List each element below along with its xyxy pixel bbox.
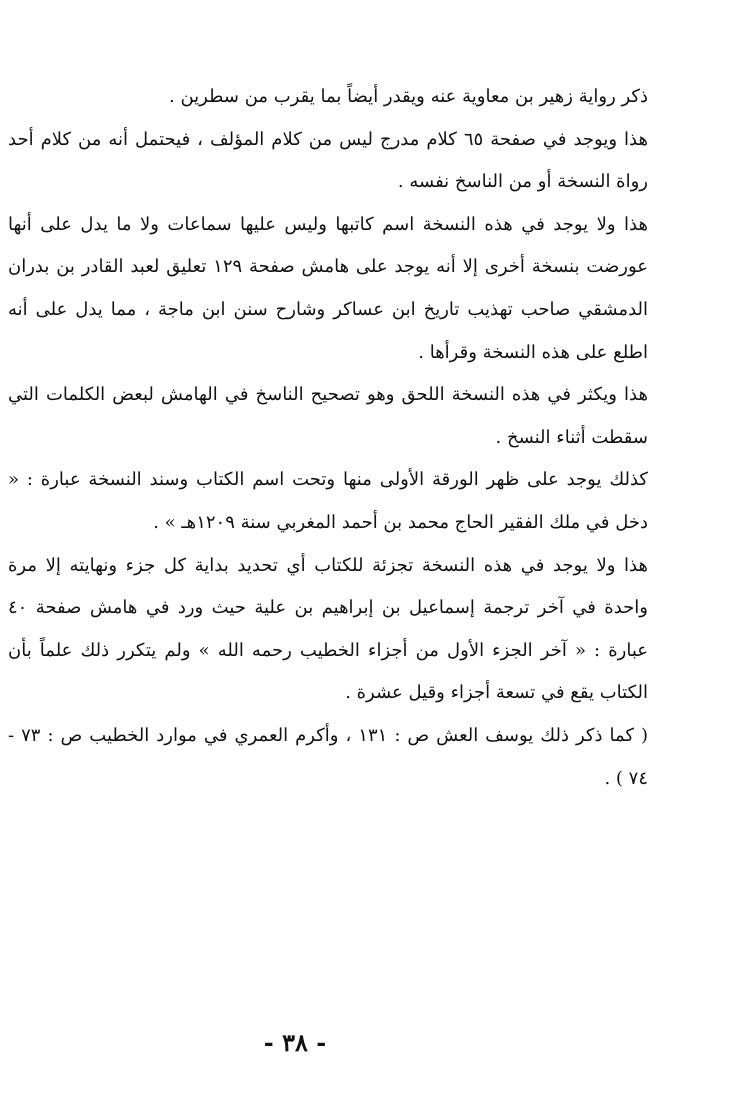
paragraph-3: هذا ولا يوجد في هذه النسخة اسم كاتبها وليس عليها سماعات ولا ما يدل على أنها عورضت بنسخة أخرى إلا أنه يوجد على هامش صفحة ١٢٩ تعليق لعبد القادر بن بدران الدمشقي صاحب تهذيب تاريخ ابن عساكر وشارح سنن ابن ماجة ، مما يدل على أنه اطلع على هذه النسخة وقرأها . — [8, 213, 649, 363]
body-text — [8, 76, 648, 800]
page-number: - ٣٨ - — [263, 1028, 327, 1057]
paragraph-7: ( كما ذكر ذلك يوسف العش ص : ١٣١ ، وأكرم العمري في موارد الخطيب ص : ٧٣ - ٧٤ ) . — [8, 724, 648, 789]
paragraph-2: هذا ويوجد في صفحة ٦٥ كلام مدرج ليس من كلام المؤلف ، فيحتمل أنه من كلام أحد رواة النسخة أو من الناسخ نفسه . — [8, 128, 648, 193]
paragraph-6: هذا ولا يوجد في هذه النسخة تجزئة للكتاب أي تحديد بداية كل جزء ونهايته إلا مرة واحدة في آخر ترجمة إسماعيل بن إبراهيم بن علية حيث ورد في هامش صفحة ٤٠ عبارة : « آخر الجزء الأول من أجزاء الخطيب رحمه الله » ولم يتكرر ذلك علماً بأن الكتاب يقع في تسعة أجزاء وقيل عشرة . — [8, 554, 648, 704]
paragraph-4: هذا ويكثر في هذه النسخة اللحق وهو تصحيح الناسخ في الهامش لبعض الكلمات التي سقطت أثناء النسخ . — [8, 384, 648, 448]
paragraph-1: ذكر رواية زهير بن معاوية عنه ويقدر أيضاً بما يقرب من سطرين . — [169, 86, 648, 107]
paragraph-5: كذلك يوجد على ظهر الورقة الأولى منها وتحت اسم الكتاب وسند النسخة عبارة : « دخل في ملك الفقير الحاج محمد بن أحمد المغربي سنة ١٢٠٩هـ » . — [8, 469, 648, 533]
